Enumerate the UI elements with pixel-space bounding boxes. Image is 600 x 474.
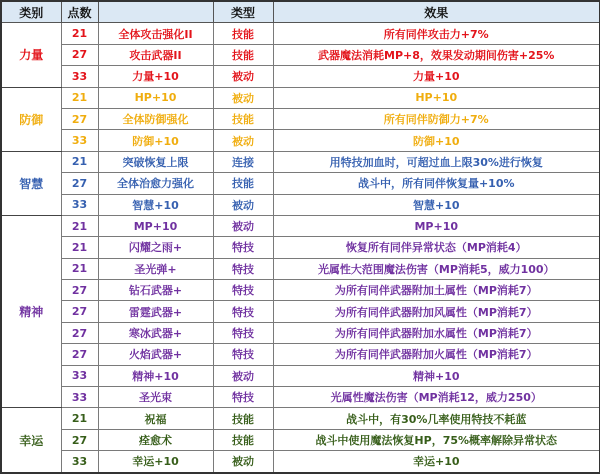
table-row — [1, 258, 600, 279]
skill-name-cell: 圣光束 — [98, 387, 213, 408]
category-cell: 力量 — [1, 23, 61, 87]
table-row — [1, 387, 600, 408]
skill-type-cell: 特技 — [213, 258, 273, 279]
effect-cell: 幸运+10 — [273, 451, 600, 473]
skill-name-cell: 雷霆武器+ — [98, 301, 213, 322]
effect-cell: 所有同伴攻击力+7% — [273, 23, 600, 44]
skill-name-cell: 闪耀之雨+ — [98, 237, 213, 258]
points-cell: 27 — [61, 429, 98, 450]
skill-type-cell: 技能 — [213, 23, 273, 44]
points-cell: 33 — [61, 194, 98, 215]
skill-name-cell: 痊愈术 — [98, 429, 213, 450]
effect-cell: HP+10 — [273, 87, 600, 108]
effect-cell: 战斗中，有30%几率使用特技不耗蓝 — [273, 408, 600, 429]
effect-cell: 力量+10 — [273, 66, 600, 87]
skill-name-cell: 智慧+10 — [98, 194, 213, 215]
skill-type-cell: 特技 — [213, 387, 273, 408]
category-cell: 防御 — [1, 87, 61, 151]
points-cell: 33 — [61, 365, 98, 386]
skill-name-cell: 精神+10 — [98, 365, 213, 386]
skill-name-cell: 钻石武器+ — [98, 280, 213, 301]
skill-type-cell: 被动 — [213, 194, 273, 215]
table-body — [1, 23, 600, 473]
skill-name-cell: 幸运+10 — [98, 451, 213, 473]
table-row — [1, 429, 600, 450]
points-cell: 27 — [61, 108, 98, 129]
effect-cell: 光属性魔法伤害（MP消耗12，威力250） — [273, 387, 600, 408]
skill-type-cell: 技能 — [213, 173, 273, 194]
skill-name-cell: 寒冰武器+ — [98, 322, 213, 343]
category-cell: 智慧 — [1, 151, 61, 215]
effect-cell: 精神+10 — [273, 365, 600, 386]
effect-cell: 光属性大范围魔法伤害（MP消耗5，威力100） — [273, 258, 600, 279]
skill-type-cell: 被动 — [213, 87, 273, 108]
skill-name-cell: 力量+10 — [98, 66, 213, 87]
table-row — [1, 173, 600, 194]
table-row — [1, 44, 600, 65]
effect-cell: 为所有同伴武器附加风属性（MP消耗7） — [273, 301, 600, 322]
header-name — [98, 1, 213, 23]
header-effect: 效果 — [273, 1, 600, 23]
effect-cell: 所有同伴防御力+7% — [273, 108, 600, 129]
header-category: 类别 — [1, 1, 61, 23]
table-row — [1, 23, 600, 44]
skill-type-cell: 被动 — [213, 365, 273, 386]
effect-cell: 为所有同伴武器附加土属性（MP消耗7） — [273, 280, 600, 301]
points-cell: 21 — [61, 87, 98, 108]
skill-type-cell: 被动 — [213, 130, 273, 151]
points-cell: 27 — [61, 344, 98, 365]
skill-type-cell: 特技 — [213, 322, 273, 343]
skill-name-cell: 防御+10 — [98, 130, 213, 151]
skill-name-cell: 祝福 — [98, 408, 213, 429]
table-row — [1, 237, 600, 258]
skill-name-cell: 全体治愈力强化 — [98, 173, 213, 194]
skill-name-cell: 攻击武器II — [98, 44, 213, 65]
table-row — [1, 408, 600, 429]
effect-cell: MP+10 — [273, 215, 600, 236]
points-cell: 33 — [61, 387, 98, 408]
points-cell: 21 — [61, 408, 98, 429]
table-row — [1, 365, 600, 386]
header-points: 点数 — [61, 1, 98, 23]
skill-type-cell: 被动 — [213, 66, 273, 87]
table-row — [1, 151, 600, 172]
skill-type-cell: 特技 — [213, 280, 273, 301]
skill-name-cell: MP+10 — [98, 215, 213, 236]
skill-type-cell: 技能 — [213, 429, 273, 450]
effect-cell: 恢复所有同伴异常状态（MP消耗4） — [273, 237, 600, 258]
effect-cell: 为所有同伴武器附加水属性（MP消耗7） — [273, 322, 600, 343]
skill-type-cell: 技能 — [213, 44, 273, 65]
skill-name-cell: 突破恢复上限 — [98, 151, 213, 172]
category-cell: 精神 — [1, 215, 61, 408]
table-row — [1, 108, 600, 129]
header-row — [1, 1, 600, 23]
effect-cell: 防御+10 — [273, 130, 600, 151]
points-cell: 21 — [61, 151, 98, 172]
skill-type-cell: 被动 — [213, 215, 273, 236]
points-cell: 27 — [61, 44, 98, 65]
points-cell: 27 — [61, 280, 98, 301]
skill-type-cell: 特技 — [213, 237, 273, 258]
table-row — [1, 344, 600, 365]
effect-cell: 智慧+10 — [273, 194, 600, 215]
points-cell: 33 — [61, 130, 98, 151]
effect-cell: 用特技加血时，可超过血上限30%进行恢复 — [273, 151, 600, 172]
points-cell: 27 — [61, 322, 98, 343]
skill-type-cell: 技能 — [213, 408, 273, 429]
table-row — [1, 322, 600, 343]
effect-cell: 战斗中使用魔法恢复HP，75%概率解除异常状态 — [273, 429, 600, 450]
points-cell: 21 — [61, 23, 98, 44]
table-row — [1, 87, 600, 108]
table-row — [1, 215, 600, 236]
category-cell: 幸运 — [1, 408, 61, 473]
skill-type-cell: 技能 — [213, 108, 273, 129]
table-row — [1, 194, 600, 215]
points-cell: 21 — [61, 215, 98, 236]
skill-name-cell: 圣光弹+ — [98, 258, 213, 279]
table-row — [1, 301, 600, 322]
table-row — [1, 280, 600, 301]
table-row — [1, 66, 600, 87]
skill-name-cell: 火焰武器+ — [98, 344, 213, 365]
skill-type-cell: 被动 — [213, 451, 273, 473]
points-cell: 21 — [61, 237, 98, 258]
skill-type-cell: 特技 — [213, 301, 273, 322]
table-row — [1, 130, 600, 151]
table-row — [1, 451, 600, 473]
effect-cell: 战斗中，所有同伴恢复量+10% — [273, 173, 600, 194]
skill-type-cell: 特技 — [213, 344, 273, 365]
skill-name-cell: HP+10 — [98, 87, 213, 108]
skill-name-cell: 全体攻击强化II — [98, 23, 213, 44]
points-cell: 33 — [61, 66, 98, 87]
skill-type-cell: 连接 — [213, 151, 273, 172]
points-cell: 21 — [61, 258, 98, 279]
header-type: 类型 — [213, 1, 273, 23]
points-cell: 27 — [61, 173, 98, 194]
points-cell: 27 — [61, 301, 98, 322]
skill-name-cell: 全体防御强化 — [98, 108, 213, 129]
effect-cell: 武器魔法消耗MP+8，效果发动期间伤害+25% — [273, 44, 600, 65]
effect-cell: 为所有同伴武器附加火属性（MP消耗7） — [273, 344, 600, 365]
points-cell: 33 — [61, 451, 98, 473]
